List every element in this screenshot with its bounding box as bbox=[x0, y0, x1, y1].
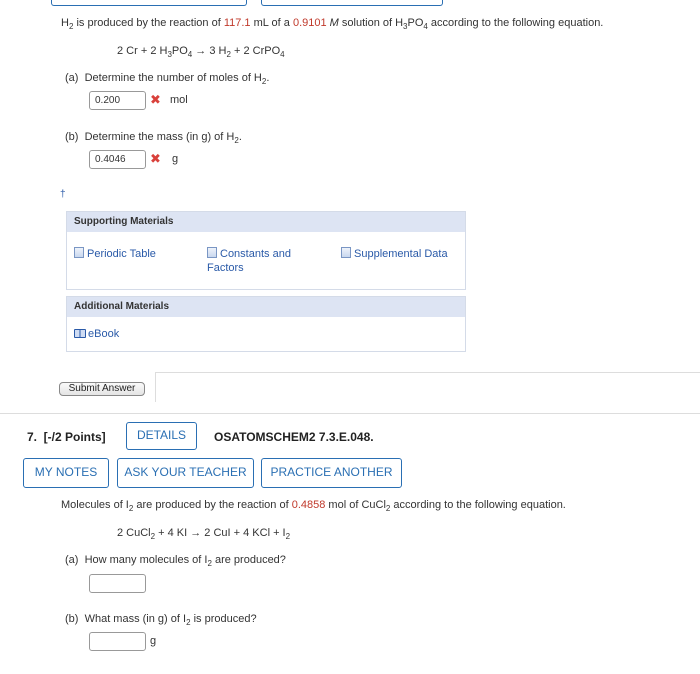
periodic-table-link[interactable]: Periodic Table bbox=[74, 247, 156, 261]
supplemental-data-link[interactable]: Supplemental Data bbox=[341, 247, 448, 261]
constants-and-factors-link[interactable]: Constants and Factors bbox=[207, 248, 291, 274]
additional-materials-title: Additional Materials bbox=[67, 297, 465, 317]
problem-statement: $H_2$ is produced by the reaction of 117.1 mL of a 0.9101 M solution of $H_3PO_4$ according to the following equation. bbox=[61, 17, 604, 31]
submit-answer-button[interactable]: Submit Answer bbox=[59, 382, 145, 396]
problem-7-part-b-prompt: (b) What mass (in g) of $I_2$ is produced? bbox=[65, 613, 257, 627]
x-mark-icon: ✖ bbox=[150, 92, 161, 107]
submit-divider-vertical bbox=[155, 372, 156, 402]
concentration-value: 0.9101 bbox=[292, 17, 327, 29]
part-a-answer-input[interactable]: 0.200 bbox=[89, 91, 146, 110]
problem-7-part-b-input[interactable] bbox=[89, 632, 146, 651]
practice-another-button[interactable]: PRACTICE ANOTHER bbox=[261, 458, 402, 488]
book-icon bbox=[74, 329, 86, 338]
supporting-materials-title: Supporting Materials bbox=[67, 212, 465, 232]
chemical-equation: 2 Cr + 2 $H_3PO_4 \to 3$ $H_2 + 2$ CrPO$_4$ bbox=[117, 45, 285, 59]
part-a-prompt: (a) Determine the number of moles of $H_2$. bbox=[65, 72, 270, 86]
document-icon bbox=[341, 247, 351, 258]
top-button-right[interactable] bbox=[261, 0, 443, 6]
problem-7-header: 7. [-/2 Points] bbox=[27, 430, 106, 444]
problem-7-part-b-unit: g bbox=[150, 635, 157, 647]
ask-your-teacher-button[interactable]: ASK YOUR TEACHER bbox=[117, 458, 254, 488]
problem-code: OSATOMSCHEM2 7.3.E.048. bbox=[214, 430, 374, 444]
problem-7-statement: Molecules of $I_2$ are produced by the reaction of 0.4858 mol of CuCl$_2$ according to the following equation. bbox=[61, 499, 566, 513]
volume-value: 117.1 bbox=[223, 17, 251, 29]
problem-7-part-a-input[interactable] bbox=[89, 574, 146, 593]
ebook-link[interactable]: eBook bbox=[74, 327, 119, 341]
top-button-left[interactable] bbox=[51, 0, 247, 6]
x-mark-icon: ✖ bbox=[150, 151, 161, 166]
problem-7-equation: 2 CuCl$_2$ + 4 KI → 2 CuI + 4 KCl + $I_2$ bbox=[117, 527, 291, 541]
part-b-unit: g bbox=[172, 153, 179, 165]
my-notes-button[interactable]: MY NOTES bbox=[23, 458, 109, 488]
document-icon bbox=[74, 247, 84, 258]
dagger-mark: † bbox=[60, 189, 66, 200]
submit-divider bbox=[155, 372, 700, 373]
part-a-unit: mol bbox=[170, 94, 188, 106]
part-b-answer-input[interactable]: 0.4046 bbox=[89, 150, 146, 169]
problem-7-part-a-prompt: (a) How many molecules of $I_2$ are produced? bbox=[65, 554, 286, 568]
part-b-prompt: (b) Determine the mass (in g) of $H_2$. bbox=[65, 131, 242, 145]
section-divider bbox=[0, 413, 700, 414]
document-icon bbox=[207, 247, 217, 258]
moles-value: 0.4858 bbox=[291, 499, 326, 511]
details-button[interactable]: DETAILS bbox=[126, 422, 197, 450]
